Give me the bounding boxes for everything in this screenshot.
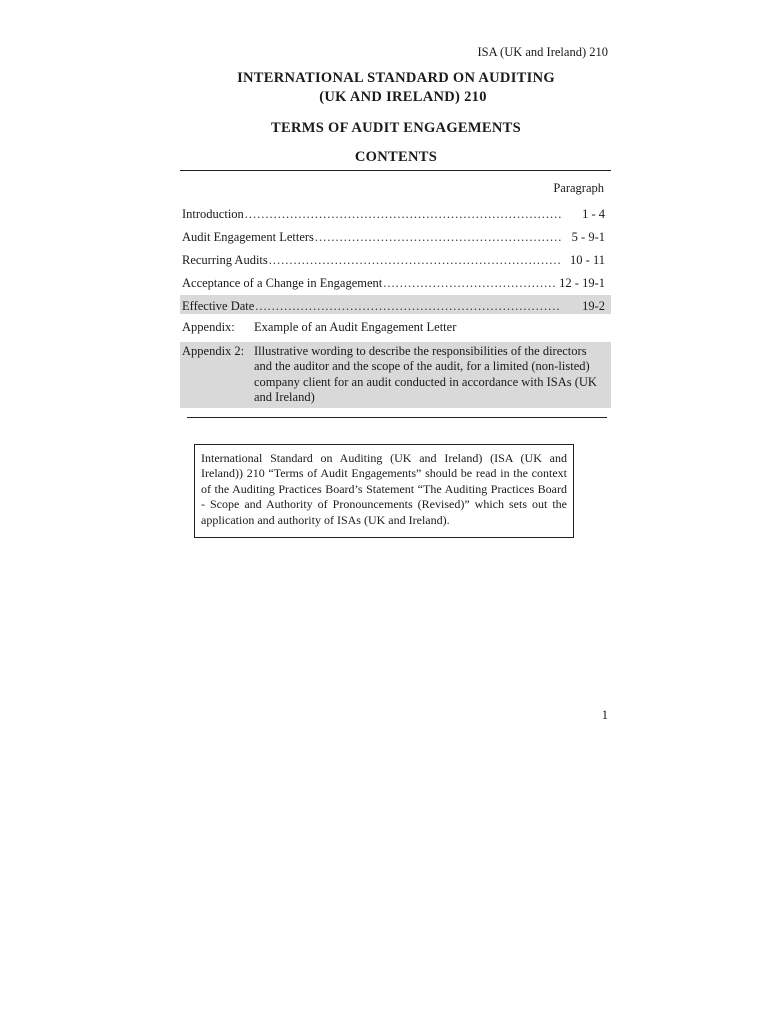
toc-entry-introduction[interactable] [180,203,611,222]
toc-entry-label: Acceptance of a Change in Engagement [182,276,383,290]
toc-leader-dots [245,207,561,222]
toc-entry-label: Introduction [182,207,244,221]
toc-leader-dots [383,276,555,291]
bottom-divider [187,417,607,418]
toc-appendix-1[interactable] [180,318,611,338]
toc-entry-paragraph: 10 - 11 [570,253,605,267]
toc-appendix-2[interactable] [180,342,611,408]
appendix-title: Illustrative wording to describe the responsibilities of the directors and the auditor and the scope of the audit, for a limited (non-listed) company client for an audit conducted in accordance with ISAs (UK and Ireland) [254,343,597,404]
appendix-label: Appendix: [182,320,235,334]
appendix-title: Example of an Audit Engagement Letter [254,320,457,334]
standard-number: (UK AND IRELAND) 210 [319,89,487,105]
toc-entry-audit-engagement-letters[interactable] [180,226,611,245]
standard-title: INTERNATIONAL STANDARD ON AUDITING [237,70,555,86]
toc-leader-dots [255,299,561,314]
table-of-contents [180,203,611,412]
toc-entry-paragraph: 5 - 9-1 [571,230,605,244]
toc-entry-label: Audit Engagement Letters [182,230,314,244]
appendix-label: Appendix 2: [182,343,245,358]
running-header: ISA (UK and Ireland) 210 [477,45,608,59]
toc-entry-acceptance-of-change[interactable] [180,272,611,291]
contents-heading: CONTENTS [354,149,438,165]
toc-entry-effective-date[interactable] [180,295,611,314]
top-divider [180,170,611,171]
toc-leader-dots [269,253,561,268]
toc-entry-paragraph: 12 - 19-1 [559,276,605,290]
document-subtitle: TERMS OF AUDIT ENGAGEMENTS [271,120,521,136]
toc-entry-label: Effective Date [182,299,255,313]
toc-entry-paragraph: 1 - 4 [582,207,605,221]
title-block [180,70,612,166]
toc-entry-paragraph: 19-2 [582,299,605,313]
context-notice-text: International Standard on Auditing (UK and Ireland) (ISA (UK and Ireland)) 210 “Terms of Audit Engagements” should be read in the context of the Auditing Practices Board’s Statement “The Auditing Practices Board - Scope and Authority of Pronouncements (Revised)” which sets out the application and authority of ISAs (UK and Ireland). [201,451,567,527]
toc-entry-label: Recurring Audits [182,253,268,267]
toc-leader-dots [315,230,561,245]
page-number: 1 [601,708,608,722]
toc-entry-recurring-audits[interactable] [180,249,611,268]
context-notice-box [194,444,574,538]
paragraph-column-header: Paragraph [553,181,604,195]
